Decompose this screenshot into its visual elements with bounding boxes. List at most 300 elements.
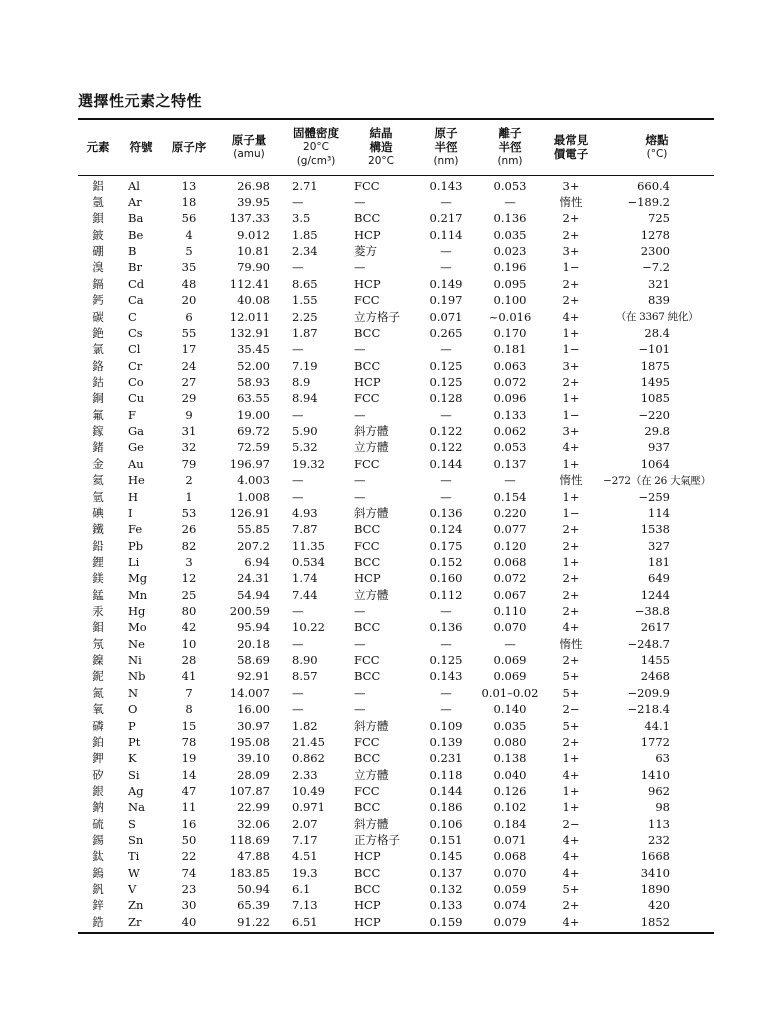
cell-atomic-radius: 0.231 xyxy=(429,751,463,766)
table-row xyxy=(78,472,714,488)
cell-atomic-weight: 65.39 xyxy=(237,898,270,913)
cell-crystal-structure: FCC xyxy=(354,391,380,406)
cell-crystal-structure: — xyxy=(354,685,366,700)
cell-atomic-weight: 132.91 xyxy=(229,325,270,340)
cell-name: 銅 xyxy=(92,391,104,406)
table-row xyxy=(78,668,714,684)
cell-melting-point: −7.2 xyxy=(642,260,670,275)
cell-melting-point: 63 xyxy=(655,751,670,766)
cell-valence: 3+ xyxy=(562,424,580,439)
cell-atomic-weight: 28.09 xyxy=(237,767,270,782)
cell-melting-point: 1668 xyxy=(640,849,670,864)
cell-crystal-structure: BCC xyxy=(354,882,381,897)
cell-atomic-radius: 0.122 xyxy=(429,424,463,439)
cell-melting-point: 1890 xyxy=(640,882,670,897)
cell-atomic-number: 28 xyxy=(181,653,197,668)
cell-atomic-number: 48 xyxy=(181,276,197,291)
cell-melting-point: −220 xyxy=(638,407,670,422)
cell-atomic-number: 6 xyxy=(185,309,193,324)
cell-crystal-structure: HCP xyxy=(354,374,381,389)
cell-ionic-radius: ~0.016 xyxy=(488,309,532,324)
cell-atomic-number: 47 xyxy=(181,783,197,798)
table-row xyxy=(78,636,714,652)
cell-symbol: Nb xyxy=(128,669,146,684)
cell-symbol: Si xyxy=(128,767,140,782)
cell-atomic-weight: 112.41 xyxy=(229,276,270,291)
cell-name: 銫 xyxy=(92,325,104,340)
cell-valence: 2+ xyxy=(562,538,580,553)
cell-melting-point: 232 xyxy=(648,833,670,848)
cell-ionic-radius: 0.079 xyxy=(478,914,542,933)
cell-atomic-number: 12 xyxy=(181,571,197,586)
cell-crystal-structure: 正方格子 xyxy=(354,833,400,848)
cell-atomic-number: 13 xyxy=(181,178,197,193)
cell-atomic-number: 1 xyxy=(185,489,193,504)
cell-atomic-radius: 0.112 xyxy=(429,587,463,602)
cell-valence: 1+ xyxy=(562,751,580,766)
cell-density: — xyxy=(292,702,304,717)
cell-name: 銀 xyxy=(92,783,104,798)
cell-atomic-weight: 63.55 xyxy=(237,391,270,406)
cell-density: 6.51 xyxy=(284,914,348,933)
cell-crystal-structure: — xyxy=(354,702,366,717)
cell-name: 氯 xyxy=(92,342,104,357)
cell-crystal-structure: 斜方體 xyxy=(354,816,389,831)
cell-symbol: K xyxy=(128,751,137,766)
cell-atomic-weight: 9.012 xyxy=(237,227,270,242)
cell-ionic-radius: 0.070 xyxy=(493,865,527,880)
table-row xyxy=(78,488,714,504)
table-row xyxy=(78,243,714,259)
header-row xyxy=(78,119,714,175)
cell-density: 0.971 xyxy=(292,800,325,815)
cell-atomic-number: 42 xyxy=(181,620,197,635)
cell-name: 鉛 xyxy=(92,538,104,553)
cell-melting-point: 98 xyxy=(655,800,670,815)
cell-atomic-number: 14 xyxy=(181,767,197,782)
table-row xyxy=(78,227,714,243)
table-row xyxy=(78,505,714,521)
cell-atomic-weight: 95.94 xyxy=(237,620,270,635)
table-row xyxy=(78,537,714,553)
cell-ionic-radius: 0.096 xyxy=(493,391,527,406)
cell-atomic-weight: 58.93 xyxy=(237,374,270,389)
table-row xyxy=(78,701,714,717)
table-row xyxy=(78,325,714,341)
cell-valence: 5+ xyxy=(562,669,580,684)
cell-ionic-radius: 0.067 xyxy=(493,587,527,602)
cell-density: 2.71 xyxy=(292,178,318,193)
cell-atomic-radius: — xyxy=(440,702,452,717)
cell-crystal-structure: — xyxy=(354,473,366,488)
table-row xyxy=(78,897,714,913)
cell-ionic-radius: 0.100 xyxy=(493,293,527,308)
cell-crystal-structure: HCP xyxy=(354,849,381,864)
cell-ionic-radius: 0.080 xyxy=(493,734,527,749)
cell-ionic-radius: 0.023 xyxy=(493,244,527,259)
cell-name: 鋁 xyxy=(92,178,104,193)
cell-density: — xyxy=(292,604,304,619)
cell-valence: 3+ xyxy=(562,358,580,373)
cell-symbol: V xyxy=(128,882,137,897)
cell-density: 7.17 xyxy=(292,833,318,848)
cell-ionic-radius: 0.053 xyxy=(493,178,527,193)
header-density: 固體密度 20°C (g/cm³) xyxy=(284,119,348,175)
cell-valence: 惰性 xyxy=(559,473,583,488)
cell-ionic-radius: 0.035 xyxy=(493,718,527,733)
cell-crystal-structure: HCP xyxy=(354,227,381,242)
cell-valence: 1+ xyxy=(562,456,580,471)
cell-symbol: Be xyxy=(128,227,144,242)
cell-density: 8.94 xyxy=(292,391,318,406)
cell-symbol: B xyxy=(128,244,137,259)
cell-density: 19.3 xyxy=(292,865,318,880)
cell-atomic-weight: 92.91 xyxy=(237,669,270,684)
cell-atomic-number: 19 xyxy=(181,751,197,766)
cell-crystal-structure: 立方體 xyxy=(354,767,389,782)
header-name: 元素 xyxy=(78,119,118,175)
cell-melting-point: 3410 xyxy=(640,865,670,880)
cell-density: — xyxy=(292,489,304,504)
cell-ionic-radius: 0.133 xyxy=(493,407,527,422)
cell-symbol: Cl xyxy=(128,342,141,357)
cell-atomic-radius: 0.144 xyxy=(429,783,463,798)
cell-valence: 4+ xyxy=(562,767,580,782)
cell-atomic-weight: 126.91 xyxy=(229,505,270,520)
table-row xyxy=(78,407,714,423)
cell-valence: 1+ xyxy=(562,783,580,798)
cell-atomic-number: 78 xyxy=(181,734,197,749)
cell-symbol: Ga xyxy=(128,424,145,439)
cell-valence: 2+ xyxy=(562,293,580,308)
cell-atomic-radius: 0.143 xyxy=(429,178,463,193)
cell-ionic-radius: 0.137 xyxy=(493,456,527,471)
cell-name: 汞 xyxy=(92,604,104,619)
cell-melting-point: （在 3367 純化） xyxy=(615,311,699,324)
table-row xyxy=(78,734,714,750)
cell-valence: 2+ xyxy=(562,211,580,226)
cell-valence: 2+ xyxy=(562,734,580,749)
cell-atomic-radius: 0.160 xyxy=(429,571,463,586)
cell-density: 3.5 xyxy=(292,211,311,226)
cell-valence: 1− xyxy=(562,407,580,422)
cell-atomic-weight: 137.33 xyxy=(229,211,270,226)
header-valence: 最常見 價電子 xyxy=(542,119,600,175)
cell-atomic-number: 27 xyxy=(181,374,197,389)
cell-name: 鎵 xyxy=(92,424,104,439)
cell-atomic-radius: 0.145 xyxy=(429,849,463,864)
cell-crystal-structure: — xyxy=(354,260,366,275)
table-row xyxy=(78,374,714,390)
cell-ionic-radius: 0.059 xyxy=(493,882,527,897)
cell-symbol: W xyxy=(128,865,140,880)
cell-atomic-radius: 0.109 xyxy=(429,718,463,733)
cell-melting-point: 113 xyxy=(648,816,670,831)
cell-name: 硼 xyxy=(92,244,104,259)
cell-ionic-radius: 0.063 xyxy=(493,358,527,373)
cell-name: 金 xyxy=(92,456,104,471)
cell-melting-point: 114 xyxy=(648,505,670,520)
header-symbol: 符號 xyxy=(118,119,164,175)
cell-ionic-radius: 0.074 xyxy=(493,898,527,913)
cell-ionic-radius: 0.154 xyxy=(493,489,527,504)
table-row xyxy=(78,423,714,439)
cell-density: 0.534 xyxy=(292,554,325,569)
cell-ionic-radius: 0.136 xyxy=(493,211,527,226)
cell-name: 氟 xyxy=(92,407,104,422)
cell-symbol: C xyxy=(128,309,137,324)
table-row xyxy=(78,685,714,701)
cell-melting-point: 327 xyxy=(648,538,670,553)
cell-atomic-radius: — xyxy=(440,636,452,651)
cell-atomic-number: 25 xyxy=(181,587,197,602)
cell-atomic-number: 4 xyxy=(185,227,193,242)
cell-valence: 4+ xyxy=(562,309,580,324)
cell-density: — xyxy=(292,260,304,275)
cell-crystal-structure: FCC xyxy=(354,538,380,553)
cell-atomic-number: 18 xyxy=(181,195,197,210)
cell-valence: 2+ xyxy=(562,522,580,537)
cell-atomic-number: 35 xyxy=(181,260,197,275)
cell-atomic-radius: 0.122 xyxy=(429,440,463,455)
cell-crystal-structure: FCC xyxy=(354,293,380,308)
cell-atomic-radius: 0.125 xyxy=(429,653,463,668)
cell-atomic-weight: 107.87 xyxy=(229,783,270,798)
table-row xyxy=(78,816,714,832)
cell-crystal-structure: FCC xyxy=(354,456,380,471)
cell-atomic-weight: 52.00 xyxy=(237,358,270,373)
table-row xyxy=(78,292,714,308)
cell-atomic-weight: 32.06 xyxy=(237,816,270,831)
cell-atomic-weight: 22.99 xyxy=(237,800,270,815)
cell-valence: 3+ xyxy=(562,178,580,193)
cell-ionic-radius: 0.035 xyxy=(493,227,527,242)
cell-name: 鈣 xyxy=(92,293,104,308)
cell-ionic-radius: 0.220 xyxy=(493,505,527,520)
cell-atomic-radius: — xyxy=(440,342,452,357)
cell-symbol: O xyxy=(128,702,138,717)
cell-melting-point: −259 xyxy=(638,489,670,504)
cell-ionic-radius: 0.072 xyxy=(493,374,527,389)
cell-crystal-structure: FCC xyxy=(354,178,380,193)
cell-atomic-weight: 26.98 xyxy=(237,178,270,193)
page-title: 選擇性元素之特性 xyxy=(78,92,203,110)
cell-density: 1.55 xyxy=(292,293,318,308)
cell-density: — xyxy=(292,636,304,651)
cell-atomic-radius: 0.144 xyxy=(429,456,463,471)
cell-atomic-weight: 50.94 xyxy=(237,882,270,897)
cell-valence: 4+ xyxy=(562,833,580,848)
cell-ionic-radius: 0.170 xyxy=(493,325,527,340)
cell-atomic-number: 17 xyxy=(181,342,197,357)
cell-name: 鎳 xyxy=(92,653,104,668)
cell-crystal-structure: BCC xyxy=(354,800,381,815)
cell-density: 0.862 xyxy=(292,751,325,766)
element-properties-table xyxy=(78,118,714,934)
cell-atomic-radius: 0.265 xyxy=(429,325,463,340)
cell-crystal-structure: HCP xyxy=(348,914,414,933)
cell-atomic-weight: 24.31 xyxy=(237,571,270,586)
cell-melting-point: 420 xyxy=(648,898,670,913)
cell-crystal-structure: 立方體 xyxy=(354,440,389,455)
cell-ionic-radius: 0.069 xyxy=(493,653,527,668)
cell-atomic-radius: 0.136 xyxy=(429,620,463,635)
cell-melting-point: −189.2 xyxy=(627,195,670,210)
cell-ionic-radius: 0.102 xyxy=(493,800,527,815)
cell-crystal-structure: BCC xyxy=(354,751,381,766)
table-row xyxy=(78,210,714,226)
cell-name: 鎢 xyxy=(92,865,104,880)
cell-symbol: Mn xyxy=(128,587,148,602)
cell-crystal-structure: BCC xyxy=(354,211,381,226)
cell-crystal-structure: — xyxy=(354,407,366,422)
cell-valence: 2+ xyxy=(562,227,580,242)
cell-atomic-weight: 39.95 xyxy=(237,195,270,210)
cell-atomic-weight: 40.08 xyxy=(237,293,270,308)
cell-density: 21.45 xyxy=(292,734,325,749)
cell-atomic-weight: 47.88 xyxy=(237,849,270,864)
cell-symbol: Fe xyxy=(128,522,143,537)
cell-atomic-weight: 30.97 xyxy=(237,718,270,733)
cell-valence: 1− xyxy=(562,505,580,520)
cell-atomic-radius: 0.149 xyxy=(429,276,463,291)
table-row xyxy=(78,276,714,292)
cell-crystal-structure: BCC xyxy=(354,669,381,684)
cell-atomic-number: 80 xyxy=(181,604,197,619)
table-row xyxy=(78,619,714,635)
cell-melting-point: 1064 xyxy=(640,456,670,471)
cell-name: 鋅 xyxy=(92,898,104,913)
cell-symbol: Cs xyxy=(128,325,143,340)
cell-density: 6.1 xyxy=(292,882,311,897)
cell-name: 鐵 xyxy=(92,522,104,537)
table-body xyxy=(78,175,714,933)
table-row xyxy=(78,881,714,897)
table-row xyxy=(78,357,714,373)
cell-name: 鈉 xyxy=(92,800,104,815)
table-row xyxy=(78,914,714,933)
cell-symbol: Au xyxy=(128,456,144,471)
header-atomic-weight: 原子量 (amu) xyxy=(214,119,284,175)
cell-atomic-number: 3 xyxy=(185,554,193,569)
header-crystal-structure: 結晶 構造 20°C xyxy=(348,119,414,175)
cell-ionic-radius: 0.040 xyxy=(493,767,527,782)
cell-atomic-weight: 14.007 xyxy=(229,685,270,700)
cell-melting-point: 1085 xyxy=(640,391,670,406)
cell-atomic-number: 7 xyxy=(185,685,193,700)
cell-ionic-radius: 0.138 xyxy=(493,751,527,766)
cell-atomic-weight: 4.003 xyxy=(237,473,270,488)
cell-atomic-weight: 195.08 xyxy=(229,734,270,749)
cell-melting-point: 1278 xyxy=(640,227,670,242)
table-row xyxy=(78,390,714,406)
cell-atomic-radius: 0.186 xyxy=(429,800,463,815)
header-atomic-radius: 原子 半徑 (nm) xyxy=(414,119,478,175)
cell-melting-point: −272（在 26 大氣壓） xyxy=(603,474,711,487)
cell-melting-point: −209.9 xyxy=(627,685,670,700)
cell-valence: 4+ xyxy=(562,620,580,635)
cell-atomic-weight: 20.18 xyxy=(237,636,270,651)
cell-name: 矽 xyxy=(92,767,104,782)
cell-density: 7.87 xyxy=(292,522,318,537)
cell-symbol: Li xyxy=(128,554,140,569)
table-row xyxy=(78,456,714,472)
cell-name: 磷 xyxy=(92,718,104,733)
cell-atomic-number: 53 xyxy=(181,505,197,520)
cell-valence: 5+ xyxy=(562,685,580,700)
cell-valence: 1+ xyxy=(562,391,580,406)
cell-ionic-radius: — xyxy=(504,473,516,488)
cell-atomic-radius: — xyxy=(440,604,452,619)
cell-atomic-weight: 69.72 xyxy=(237,424,270,439)
table-row xyxy=(78,570,714,586)
cell-atomic-radius: 0.217 xyxy=(429,211,463,226)
cell-ionic-radius: 0.062 xyxy=(493,424,527,439)
cell-atomic-weight: 54.94 xyxy=(237,587,270,602)
header-atomic-number: 原子序 xyxy=(164,119,214,175)
cell-name: 氬 xyxy=(92,195,104,210)
cell-crystal-structure: BCC xyxy=(354,325,381,340)
cell-melting-point: 839 xyxy=(648,293,670,308)
cell-symbol: Ag xyxy=(128,783,144,798)
cell-name: 鎂 xyxy=(92,571,104,586)
cell-melting-point: 181 xyxy=(648,554,670,569)
cell-atomic-radius: 0.128 xyxy=(429,391,463,406)
cell-ionic-radius: 0.120 xyxy=(493,538,527,553)
table-row xyxy=(78,832,714,848)
cell-crystal-structure: FCC xyxy=(354,783,380,798)
cell-name: 鉑 xyxy=(92,734,104,749)
cell-name: 錳 xyxy=(92,587,104,602)
cell-symbol: H xyxy=(128,489,139,504)
cell-atomic-radius: 0.125 xyxy=(429,358,463,373)
cell-valence: 惰性 xyxy=(559,195,583,210)
cell-symbol: I xyxy=(128,505,133,520)
cell-melting-point: 1455 xyxy=(640,653,670,668)
cell-melting-point: 2300 xyxy=(640,244,670,259)
cell-density: 5.32 xyxy=(292,440,318,455)
cell-crystal-structure: — xyxy=(354,342,366,357)
cell-melting-point: 937 xyxy=(648,440,670,455)
cell-atomic-number: 32 xyxy=(181,440,197,455)
cell-ionic-radius: 0.01–0.02 xyxy=(481,685,539,700)
cell-atomic-number: 11 xyxy=(181,800,197,815)
cell-symbol: Ni xyxy=(128,653,142,668)
cell-ionic-radius: 0.072 xyxy=(493,571,527,586)
cell-valence: 1− xyxy=(562,260,580,275)
cell-atomic-number: 30 xyxy=(181,898,197,913)
cell-name: 氮 xyxy=(92,685,104,700)
cell-density: 1.74 xyxy=(292,571,318,586)
cell-melting-point: 1410 xyxy=(640,767,670,782)
cell-crystal-structure: BCC xyxy=(354,554,381,569)
cell-atomic-number: 10 xyxy=(181,636,197,651)
table-row xyxy=(78,341,714,357)
cell-atomic-number: 79 xyxy=(181,456,197,471)
cell-melting-point: 44.1 xyxy=(644,718,670,733)
cell-symbol: Ge xyxy=(128,440,144,455)
cell-symbol: Mg xyxy=(128,571,148,586)
cell-symbol: F xyxy=(128,407,136,422)
cell-density: — xyxy=(292,407,304,422)
cell-atomic-weight: 35.45 xyxy=(237,342,270,357)
cell-crystal-structure: BCC xyxy=(354,358,381,373)
cell-name: 鈦 xyxy=(92,849,104,864)
cell-ionic-radius: 0.095 xyxy=(493,276,527,291)
cell-symbol: Sn xyxy=(128,833,144,848)
cell-symbol: Co xyxy=(128,374,144,389)
table-row xyxy=(78,439,714,455)
